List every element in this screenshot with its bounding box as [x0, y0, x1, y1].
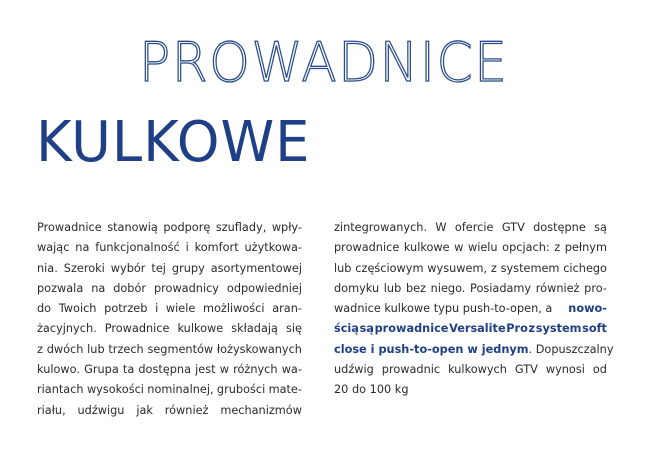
body-text-right-column: [334, 218, 614, 401]
text-line: wając na funkcjonalność i komfort użytkowa-: [37, 241, 302, 255]
text-segment: . Dopuszczalny: [528, 342, 614, 356]
text-line: kulowo. Grupa ta dostępna jest w różnych wa-: [37, 363, 302, 377]
text-line-mixed: [334, 340, 614, 360]
text-line: domyku lub bez niego. Posiadamy również pro-: [334, 281, 607, 295]
text-line: zintegrowanych. W ofercie GTV dostępne są: [334, 221, 607, 234]
text-line: lub częściowym wysuwem, z systemem cichego: [334, 261, 607, 275]
text-line-bold: ścią są prowadnice Versalite Pro z system soft: [334, 322, 607, 336]
heading-line-2: KULKOWE: [36, 110, 311, 175]
body-text-left-column: [37, 218, 302, 421]
text-line: 20 do 100 kg: [334, 383, 409, 397]
text-line: nia. Szeroki wybór tej grupy asortymentowej: [37, 261, 302, 275]
text-line: pozwala na dobór prowadnicy odpowiedniej: [37, 281, 302, 295]
text-segment-bold: nowo-: [568, 302, 607, 316]
text-line-mixed: [334, 299, 607, 319]
heading-line-1: PROWADNICE: [139, 31, 509, 94]
text-line: riału, udźwigu jak również mechanizmów: [37, 403, 302, 417]
text-segment: wadnice kulkowe typu push-to-open, a: [334, 302, 556, 316]
text-line: Prowadnice stanowią podporę szuflady, wpły-: [37, 221, 302, 234]
text-line: żacyjnych. Prowadnice kulkowe składają się: [37, 322, 302, 336]
text-line: prowadnice kulkowe w wielu opcjach: z pełnym: [334, 241, 607, 255]
text-line: z dwóch lub trzech segmentów łożyskowanych: [37, 342, 302, 356]
text-segment-bold: close i push-to-open w jednym: [334, 342, 529, 356]
text-line: udźwig prowadnic kulkowych GTV wynosi od: [334, 363, 607, 377]
text-line: do Twoich potrzeb i wiele możliwości aran-: [37, 302, 302, 316]
text-line: riantach wysokości nominalnej, grubości mate-: [37, 383, 302, 397]
